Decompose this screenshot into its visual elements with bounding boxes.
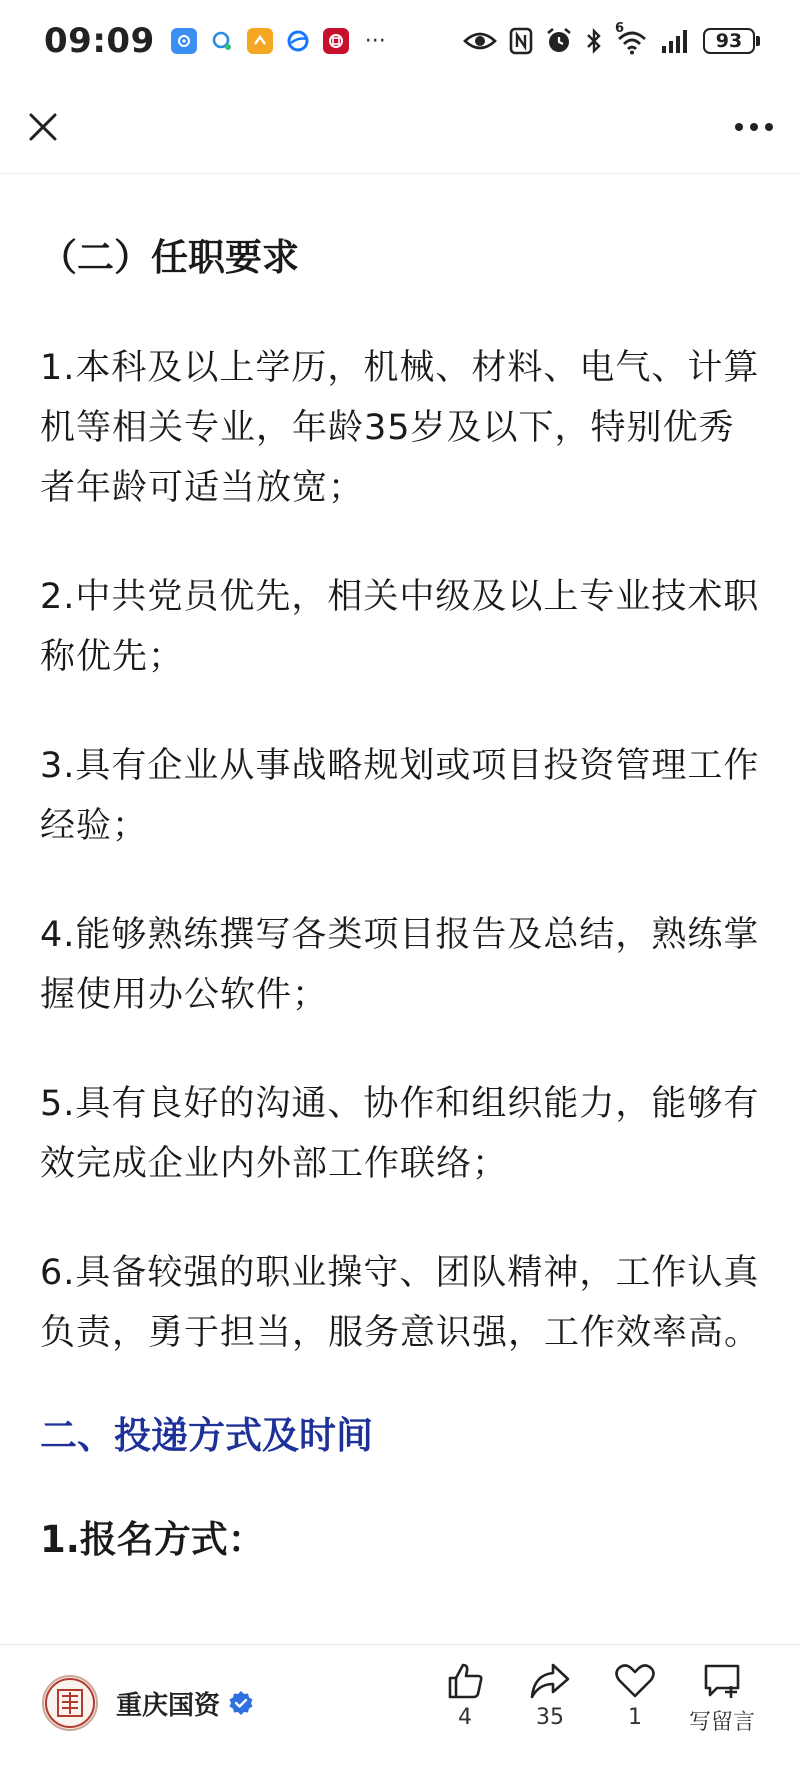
status-bar [0, 0, 800, 82]
more-options-button[interactable] [726, 102, 782, 152]
requirement-item: 2.中共党员优先，相关中级及以上专业技术职称优先； [40, 577, 760, 677]
bluetooth-icon [585, 27, 603, 55]
alarm-icon [545, 27, 573, 55]
eye-icon [463, 29, 497, 53]
requirement-item: 4.能够熟练撰写各类项目报告及总结，熟练掌握使用办公软件； [40, 915, 760, 1015]
close-button[interactable] [18, 102, 68, 152]
notification-icons [171, 28, 386, 54]
write-comment-button[interactable] [676, 1661, 768, 1736]
account-name: 重庆国资 [116, 1690, 221, 1721]
requirement-item: 3.具有企业从事战略规划或项目投资管理工作经验； [40, 746, 760, 846]
share-count: 35 [536, 1705, 564, 1730]
battery-level: 93 [703, 28, 755, 54]
bank-app-icon [323, 28, 349, 54]
more-icon [734, 122, 774, 132]
account-info[interactable] [42, 1675, 254, 1731]
seal-logo-icon [44, 1677, 96, 1729]
heart-icon [614, 1661, 656, 1701]
favorite-count: 1 [628, 1705, 642, 1730]
more-notifications-indicator: ··· [364, 28, 386, 54]
requirement-item: 1.本科及以上学历，机械、材料、电气、计算机等相关专业，年龄35岁及以下，特别优秀者年龄可适当放宽； [40, 348, 760, 508]
bottom-action-bar [0, 1644, 800, 1768]
system-status-icons [463, 21, 760, 55]
wifi-icon [615, 21, 649, 55]
weather-app-icon [171, 28, 197, 54]
like-count: 4 [458, 1705, 472, 1730]
status-time: 09:09 [44, 21, 155, 61]
comment-add-icon [701, 1661, 743, 1701]
close-icon [28, 112, 58, 142]
nfc-icon [509, 27, 533, 55]
share-button[interactable] [505, 1661, 595, 1730]
requirement-item: 5.具有良好的沟通、协作和组织能力，能够有效完成企业内外部工作联络； [40, 1084, 760, 1184]
top-nav-bar [0, 82, 800, 174]
chat-app-icon [209, 28, 235, 54]
favorite-button[interactable] [590, 1661, 680, 1730]
account-avatar[interactable] [42, 1675, 98, 1731]
write-comment-label: 写留言 [688, 1710, 755, 1735]
battery-icon [703, 28, 760, 54]
article-content [0, 174, 800, 1644]
item-heading: 1.报名方式： [40, 1518, 265, 1561]
verified-badge-icon [228, 1690, 254, 1716]
requirements-heading: （二）任职要求 [40, 236, 299, 279]
signal-icon [661, 28, 691, 54]
like-button[interactable] [420, 1661, 510, 1730]
browser-app-icon [285, 28, 311, 54]
requirement-item: 6.具备较强的职业操守、团队精神，工作认真负责，勇于担当，服务意识强，工作效率高。 [40, 1253, 761, 1353]
section-heading: 二、投递方式及时间 [40, 1414, 373, 1457]
thumbs-up-icon [445, 1661, 485, 1701]
orange-app-icon [247, 28, 273, 54]
share-arrow-icon [529, 1661, 571, 1701]
network-type-label: 6 [615, 21, 625, 36]
